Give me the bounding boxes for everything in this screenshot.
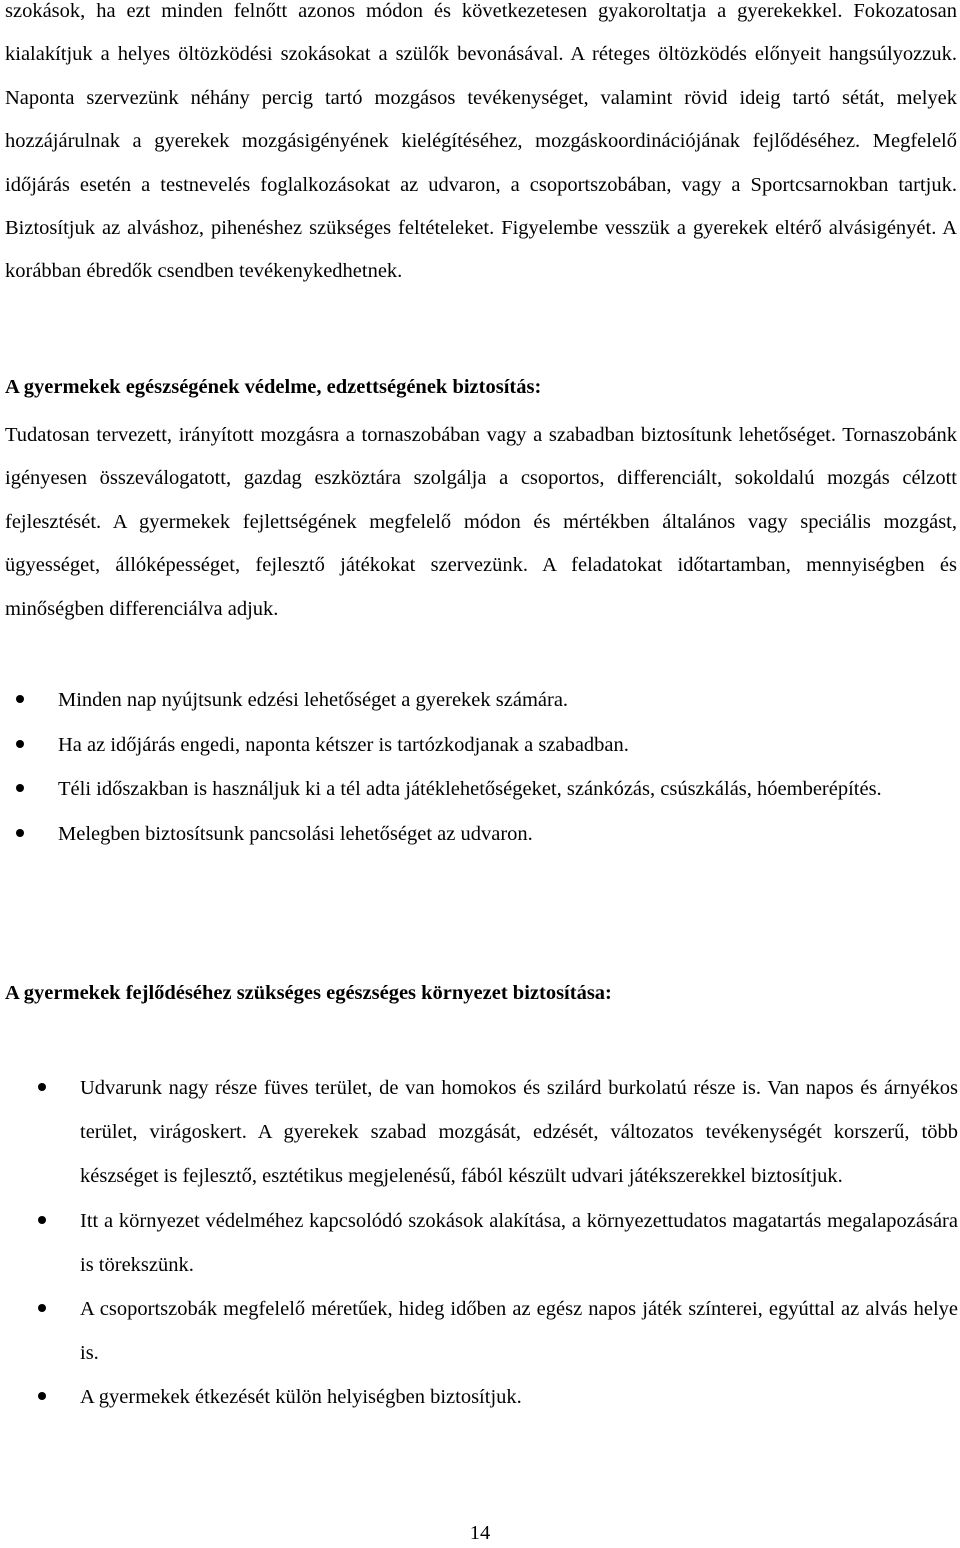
section-heading-health-protection: A gyermekek egészségének védelme, edzettségének biztosítás: — [5, 376, 542, 398]
list-item-text: Itt a környezet védelméhez kapcsolódó szokások alakítása, a környezettudatos magatartás megalapozására is törekszünk. — [80, 1209, 958, 1276]
list-item — [80, 1375, 958, 1419]
bullet-list-environment — [80, 1066, 958, 1420]
list-item-text: Ha az időjárás engedi, naponta kétszer is tartózkodjanak a szabadban. — [58, 733, 629, 756]
list-item-text: Téli időszakban is használjuk ki a tél adta játéklehetőségeket, szánkózás, csúszkálás, hóemberépítés. — [58, 778, 882, 801]
bullet-icon — [16, 695, 24, 703]
list-item — [58, 812, 957, 857]
page-number: 14 — [469, 1522, 491, 1544]
bullet-list-health — [58, 678, 957, 857]
bullet-icon — [38, 1216, 46, 1224]
section-heading-environment: A gyermekek fejlődéséhez szükséges egészséges környezet biztosítása: — [5, 982, 612, 1004]
intro-paragraph: szokások, ha ezt minden felnőtt azonos módon és következetesen gyakoroltatja a gyerekekkel. Fokozatosan kialakítjuk a helyes öltözködési szokásokat a szülők bevonásával. A réteges öltözködés előnyeit hangsúlyozzuk. Naponta szervezünk néhány percig tartó mozgásos tevékenységet, valamint rövid ideig tartó sétát, melyek hozzájárulnak a gyerekek mozgásigényének kielégítéséhez, mozgáskoordinációjának fejlődéséhez. Megfelelő időjárás esetén a testnevelés foglalkozásokat az udvaron, a csoportszobában, vagy a Sportcsarnokban tartjuk. Biztosítjuk az alváshoz, pihenéshez szükséges feltételeket. Figyelembe vesszük a gyerekek eltérő alvásigényét. A korábban ébredők csendben tevékenykedhetnek. — [5, 0, 957, 283]
bullet-icon — [16, 740, 24, 748]
list-item — [58, 678, 957, 723]
bullet-icon — [16, 829, 24, 837]
list-item-text: A csoportszobák megfelelő méretűek, hideg időben az egész napos játék színterei, egyúttal az alvás helye is. — [80, 1298, 958, 1365]
list-item-text: Udvarunk nagy része füves terület, de van homokos és szilárd burkolatú része is. Van napos és árnyékos terület, virágoskert. A gyerekek szabad mozgását, edzését, változatos tevékenységét korszerű, több készséget is fejlesztő, esztétikus megjelenésű, fából készült udvari játékszerekkel biztosítjuk. — [80, 1077, 958, 1188]
list-item — [80, 1287, 958, 1375]
list-item — [58, 767, 957, 812]
list-item-text: Melegben biztosítsunk pancsolási lehetőséget az udvaron. — [58, 823, 533, 846]
bullet-icon — [16, 784, 24, 792]
bullet-icon — [38, 1083, 46, 1091]
bullet-icon — [38, 1392, 46, 1400]
list-item — [80, 1066, 958, 1199]
list-item-text: Minden nap nyújtsunk edzési lehetőséget a gyerekek számára. — [58, 689, 569, 711]
list-item — [80, 1199, 958, 1287]
list-item — [58, 723, 957, 768]
bullet-icon — [38, 1304, 46, 1312]
list-item-text: A gyermekek étkezését külön helyiségben biztosítjuk. — [80, 1386, 522, 1409]
section-paragraph-movement: Tudatosan tervezett, irányított mozgásra a tornaszobában vagy a szabadban biztosítunk lehetőséget. Tornaszobánk igényesen összeválogatott, gazdag eszköztára szolgálja a csoportos, differenciált, sokoldalú mozgás célzott fejlesztését. A gyermekek fejlettségének megfelelő módon és mértékben általános vagy speciális mozgást, ügyességet, állóképességet, fejlesztő játékokat szervezünk. A feladatokat időtartamban, mennyiségben és minőségben differenciálva adjuk. — [5, 424, 957, 620]
